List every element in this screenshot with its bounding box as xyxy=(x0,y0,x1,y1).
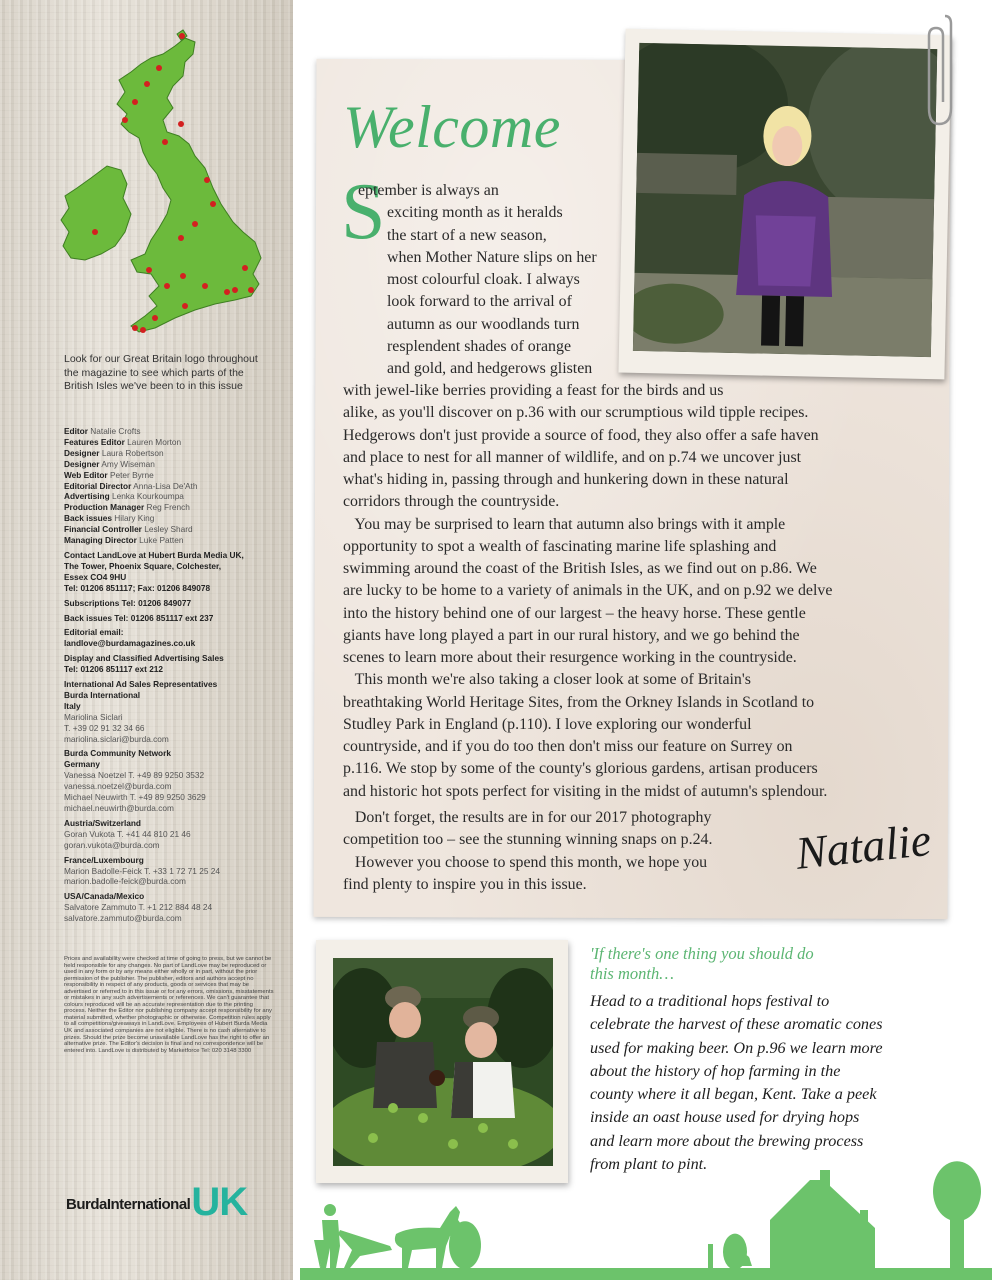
france-email[interactable]: marion.badolle-feick@burda.com xyxy=(64,876,186,887)
france-heading: France/Luxembourg xyxy=(64,854,144,865)
map-dot xyxy=(144,81,150,87)
credit-row xyxy=(64,535,286,546)
credit-row xyxy=(64,524,286,535)
credit-role: Web Editor xyxy=(64,469,108,480)
credit-row xyxy=(64,426,286,437)
contact-line: The Tower, Phoenix Square, Colchester, xyxy=(64,560,222,571)
letter-line: Hedgerows don't just provide a source of food, they also offer a safe haven xyxy=(343,426,819,444)
usa-rep: Salvatore Zammuto T. +1 212 884 48 24 xyxy=(64,902,213,913)
back-issues-tel: Back issues Tel: 01206 851117 ext 237 xyxy=(64,612,214,623)
map-dot xyxy=(232,287,238,293)
map-dot xyxy=(162,139,168,145)
map-dot xyxy=(179,33,185,39)
letter-line: what's hiding in, passing through and hunkering down in these natural xyxy=(343,471,789,488)
farmer-icon xyxy=(320,1204,340,1268)
tip-line: county where it all began, Kent. Take a peek xyxy=(590,1085,877,1104)
letter-line: breathtaking World Heritage Sites, from the Orkney Islands in Scotland to xyxy=(343,693,815,711)
letter-line: opportunity to spot a wealth of fascinating marine life splashing and xyxy=(343,537,777,555)
letter-line: giants have long played a part in our rural history, and we go behind the xyxy=(343,626,800,644)
credit-row xyxy=(64,459,286,470)
austria-heading: Austria/Switzerland xyxy=(64,817,141,828)
letter-line: with jewel-like berries providing a feast for the birds and us xyxy=(343,382,724,399)
subscriptions-tel: Subscriptions Tel: 01206 849077 xyxy=(64,597,192,608)
ground xyxy=(300,1268,992,1280)
letter-line: when Mother Nature slips on her xyxy=(387,248,597,266)
international-heading: International Ad Sales Representatives xyxy=(64,679,218,690)
letter-line: countryside, and if you do too then don't miss our feature on Surrey on xyxy=(343,738,793,755)
community-email[interactable]: vanessa.noetzel@burda.com xyxy=(64,781,172,792)
credit-row xyxy=(64,481,286,492)
brand-uk: UK xyxy=(191,1180,248,1224)
map-dot xyxy=(156,65,162,71)
credit-person: Hilary King xyxy=(114,513,155,524)
letter-line: However you choose to spend this month, we hope you xyxy=(343,853,708,871)
legal-disclaimer: Prices and availability were checked at time of going to press, but we cannot be held responsible for any changes. No part of LandLove may be reproduced or used in any form or by any means either wholly or in part, without the prior permission of the publisher. The publisher, editors and authors accept no responsibility in respect of any products, goods or services that may be advertised or referred to in this issue or for any errors, omissions, misstatements or mistakes in any such advertisements or references. We can't guarantee that colours reproduced will be an accurate representation due to the printing process. Neither the Editor nor publishing company accept responsibility for any material submitted, whether photographic or otherwise. Competition rules apply to all competitions/giveaways in LandLove. Employees of Hubert Burda Media UK and associated companies are not eligible. There is no cash alternative to prizes. Should the prize become unavailable LandLove has the right to offer an alternative prize. The Editor's decision is final and no correspondence will be entered into. LandLove is distributed by Marketforce Tel: 020 3148 3300 xyxy=(64,956,274,1054)
letter-line: You may be surprised to learn that autumn also brings with it ample xyxy=(343,515,786,533)
france-rep: Marion Badolle-Feick T. +33 1 72 71 25 24 xyxy=(64,865,220,876)
tip-line: and learn more about the brewing process xyxy=(590,1131,864,1150)
map-dot xyxy=(92,229,98,235)
map-dot xyxy=(180,273,186,279)
usa-email[interactable]: salvatore.zammuto@burda.com xyxy=(64,913,182,924)
letter-line: most colourful cloak. I always xyxy=(387,271,580,288)
credit-row xyxy=(64,491,286,502)
credit-role: Managing Director xyxy=(64,535,137,546)
map-dot xyxy=(122,117,128,123)
austria-email[interactable]: goran.vukota@burda.com xyxy=(64,839,160,850)
letter-line: This month we're also taking a closer look at some of Britain's xyxy=(343,671,751,689)
international-company: Burda International xyxy=(64,689,141,700)
community-rep: Michael Neuwirth T. +49 89 9250 3629 xyxy=(64,792,206,803)
ireland-shape xyxy=(61,166,131,260)
map-dot xyxy=(132,325,138,331)
map-dot xyxy=(242,265,248,271)
credit-role: Designer xyxy=(64,447,100,458)
credit-person: Lenka Kourkoumpa xyxy=(111,491,184,502)
cottage-icon xyxy=(770,1170,875,1268)
credit-role: Advertising xyxy=(64,491,110,502)
tip-heading-line: this month… xyxy=(590,963,674,983)
contact-block xyxy=(64,550,286,594)
credit-row xyxy=(64,448,286,459)
credit-role: Back issues xyxy=(64,513,112,524)
letter-line: competition too – see the stunning winning snaps on p.24. xyxy=(343,831,713,849)
map-dot xyxy=(224,289,230,295)
chicken-icon xyxy=(740,1255,752,1266)
hops-festival-photo-frame xyxy=(316,940,568,1183)
letter-line: the start of a new season, xyxy=(387,226,547,244)
letter-line: into the history behind one of our largest – the heavy horse. These gentle xyxy=(343,604,806,622)
letter-line: swimming around the coast of the British Isles, as we find out on p.86. We xyxy=(343,560,817,577)
great-britain-shape xyxy=(117,38,261,332)
letter-line: Don't forget, the results are in for our 2017 photography xyxy=(343,809,712,826)
contact-line: Tel: 01206 851117; Fax: 01206 849078 xyxy=(64,582,211,593)
credit-row xyxy=(64,470,286,481)
letter-line: and gold, and hedgerows glisten xyxy=(387,360,593,377)
hops-festival-photo xyxy=(333,958,553,1166)
staff-list xyxy=(64,426,286,546)
community-country: Germany xyxy=(64,759,100,770)
letter-line: p.116. We stop by some of the county's glorious gardens, artisan producers xyxy=(343,760,818,778)
tip-line: about the history of hop farming in the xyxy=(590,1061,841,1080)
tip-body xyxy=(590,990,930,1176)
usa-heading: USA/Canada/Mexico xyxy=(64,891,145,902)
tip-line: inside an oast house used for drying hops xyxy=(590,1108,860,1127)
map-dot xyxy=(140,327,146,333)
tree-icon xyxy=(933,1161,981,1268)
map-dot xyxy=(204,177,210,183)
map-dot xyxy=(248,287,254,293)
community-rep: Vanessa Noetzel T. +49 89 9250 3532 xyxy=(64,770,205,781)
austria-rep: Goran Vukota T. +41 44 810 21 46 xyxy=(64,828,191,839)
credit-person: Reg French xyxy=(146,502,190,513)
international-country: Italy xyxy=(64,700,81,711)
letter-line: autumn as our woodlands turn xyxy=(387,315,580,333)
community-heading: Burda Community Network xyxy=(64,748,171,759)
gate-post xyxy=(708,1244,713,1268)
letter-line: scenes to learn more about their resurgence working in the countryside. xyxy=(343,649,797,666)
editorial-email[interactable]: landlove@burdamagazines.co.uk xyxy=(64,638,196,649)
paperclip-icon xyxy=(925,12,955,132)
contact-line: Contact LandLove at Hubert Burda Media UK, xyxy=(64,549,244,560)
tip-heading-line: 'If there's one thing you should do xyxy=(590,944,814,963)
letter-line: resplendent shades of orange xyxy=(387,337,571,355)
tree-icon xyxy=(449,1221,481,1268)
british-isles-map xyxy=(55,28,285,338)
credit-person: Natalie Crofts xyxy=(90,426,141,436)
masthead-credits xyxy=(64,426,286,924)
display-sales-tel: Tel: 01206 851117 ext 212 xyxy=(64,664,164,675)
map-dot xyxy=(178,121,184,127)
credit-person: Amy Wiseman xyxy=(101,458,155,469)
map-dot xyxy=(182,303,188,309)
drop-cap: S xyxy=(341,168,386,256)
credit-person: Luke Patten xyxy=(139,535,184,546)
map-dot xyxy=(152,315,158,321)
map-dot xyxy=(210,201,216,207)
credit-row xyxy=(64,502,286,513)
credit-role: Production Manager xyxy=(64,502,145,513)
map-dot xyxy=(164,283,170,289)
letter-line: find plenty to inspire you in this issue. xyxy=(343,875,587,893)
welcome-title: Welcome xyxy=(343,94,561,160)
credit-person: Anna-Lisa De'Ath xyxy=(133,480,198,491)
letter-line: and place to nest for all manner of wildlife, and on p.74 we uncover just xyxy=(343,448,802,466)
map-dot xyxy=(192,221,198,227)
international-rep: Mariolina Siclari xyxy=(64,711,123,722)
contact-line: Essex CO4 9HU xyxy=(64,571,127,582)
brand-name: BurdaInternational xyxy=(66,1196,191,1213)
editor-signature xyxy=(792,800,942,890)
tip-line: from plant to pint. xyxy=(590,1155,708,1174)
credit-row xyxy=(64,437,286,448)
letter-line: eptember is always an xyxy=(358,182,499,199)
credit-person: Lesley Shard xyxy=(144,524,193,535)
letter-line: alike, as you'll discover on p.36 with our scrumptious wild tipple recipes. xyxy=(343,404,809,422)
credit-role: Financial Controller xyxy=(64,524,142,535)
letter-line: Studley Park in England (p.110). I love exploring our wonderful xyxy=(343,715,752,733)
credit-row xyxy=(64,513,286,524)
credit-role: Editor xyxy=(64,426,88,436)
letter-line: look forward to the arrival of xyxy=(387,293,572,311)
tip-line: Head to a traditional hops festival to xyxy=(590,992,830,1010)
community-email[interactable]: michael.neuwirth@burda.com xyxy=(64,803,174,813)
editorial-email-label: Editorial email: xyxy=(64,627,124,638)
letter-line: are lucky to be home to a variety of animals in the UK, and on p.92 we delve xyxy=(343,582,833,600)
international-email[interactable]: mariolina.siclari@burda.com xyxy=(64,733,169,744)
letter-line: and historic hot spots perfect for visiting in the midst of autumn's splendour. xyxy=(343,782,828,800)
letter-line: corridors through the countryside. xyxy=(343,493,560,511)
international-tel: T. +39 02 91 32 34 66 xyxy=(64,722,145,733)
burda-international-uk-logo xyxy=(66,1180,248,1224)
tip-line: celebrate the harvest of these aromatic cones xyxy=(590,1015,883,1034)
tip-heading xyxy=(590,944,890,983)
map-caption: Look for our Great Britain logo throughout the magazine to see which parts of the British Isles we've been to in this issue xyxy=(64,353,258,392)
map-dot xyxy=(146,267,152,273)
credit-person: Lauren Morton xyxy=(127,436,182,447)
credit-person: Laura Robertson xyxy=(101,447,164,458)
signature-text: Natalie xyxy=(793,813,934,879)
map-dot xyxy=(178,235,184,241)
credit-role: Designer xyxy=(64,458,100,469)
letter-line: exciting month as it heralds xyxy=(387,204,563,222)
sidebar xyxy=(0,0,293,1280)
plough-icon xyxy=(338,1230,392,1268)
tip-line: used for making beer. On p.96 we learn more xyxy=(590,1038,883,1057)
editor-photo-frame xyxy=(618,29,951,380)
credit-person: Peter Byrne xyxy=(109,469,154,480)
farm-silhouette-illustration xyxy=(300,1150,992,1280)
map-dot xyxy=(132,99,138,105)
map-dot xyxy=(202,283,208,289)
chimney xyxy=(860,1210,868,1228)
credit-role: Features Editor xyxy=(64,436,125,447)
credit-role: Editorial Director xyxy=(64,480,132,491)
editor-photo xyxy=(633,43,937,357)
display-sales-label: Display and Classified Advertising Sales xyxy=(64,653,224,664)
